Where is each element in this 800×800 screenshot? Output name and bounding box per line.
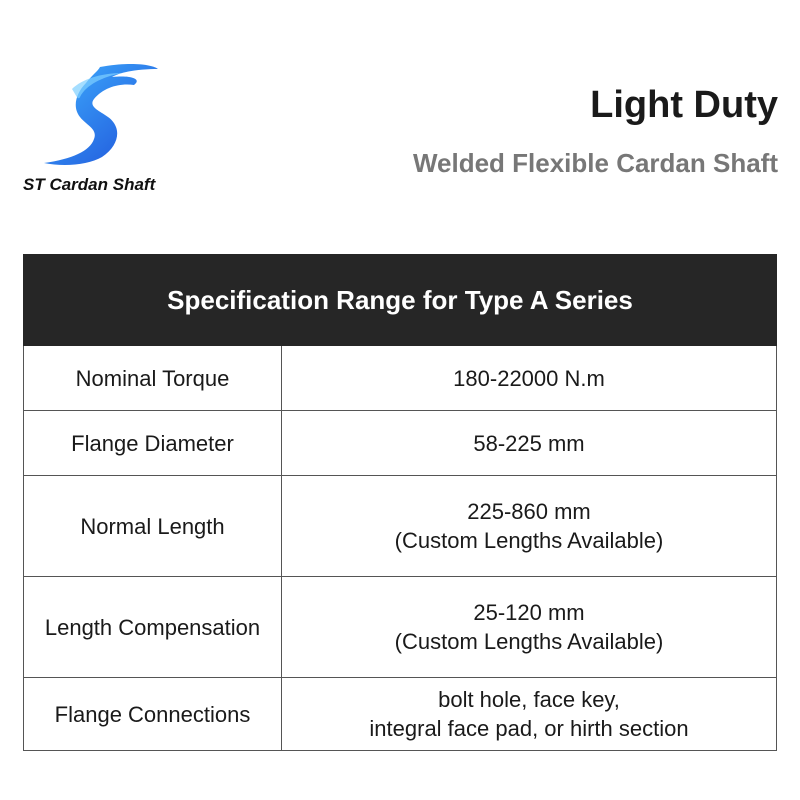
row-label: Flange Connections	[24, 678, 282, 751]
table-row	[24, 346, 777, 411]
table-row	[24, 678, 777, 751]
table-heading: Specification Range for Type A Series	[24, 255, 777, 346]
row-value-line: 25-120 mm	[473, 600, 585, 625]
table-row	[24, 411, 777, 476]
row-value-line: 58-225 mm	[473, 430, 585, 456]
row-value	[282, 577, 777, 678]
table-row	[24, 476, 777, 577]
row-value	[282, 346, 777, 411]
row-value-line: bolt hole, face key,	[438, 687, 620, 712]
page-title: Light Duty	[590, 84, 778, 126]
row-value-line: integral face pad, or hirth section	[369, 716, 689, 741]
row-value	[282, 411, 777, 476]
row-label: Flange Diameter	[24, 411, 282, 476]
page-subtitle: Welded Flexible Cardan Shaft	[412, 148, 778, 178]
row-value	[282, 678, 777, 751]
brand-logo	[20, 55, 190, 205]
row-value-note: (Custom Lengths Available)	[394, 629, 664, 654]
table-row	[24, 577, 777, 678]
row-label: Nominal Torque	[24, 346, 282, 411]
row-label: Length Compensation	[24, 577, 282, 678]
row-value-note: (Custom Lengths Available)	[394, 528, 664, 553]
spec-table	[23, 254, 777, 751]
row-value	[282, 476, 777, 577]
row-label: Normal Length	[24, 476, 282, 577]
row-value-line: 225-860 mm	[467, 499, 591, 524]
row-value-line: 180-22000 N.m	[453, 365, 605, 391]
st-logo-icon	[42, 59, 162, 169]
brand-name: ST Cardan Shaft	[23, 175, 156, 194]
